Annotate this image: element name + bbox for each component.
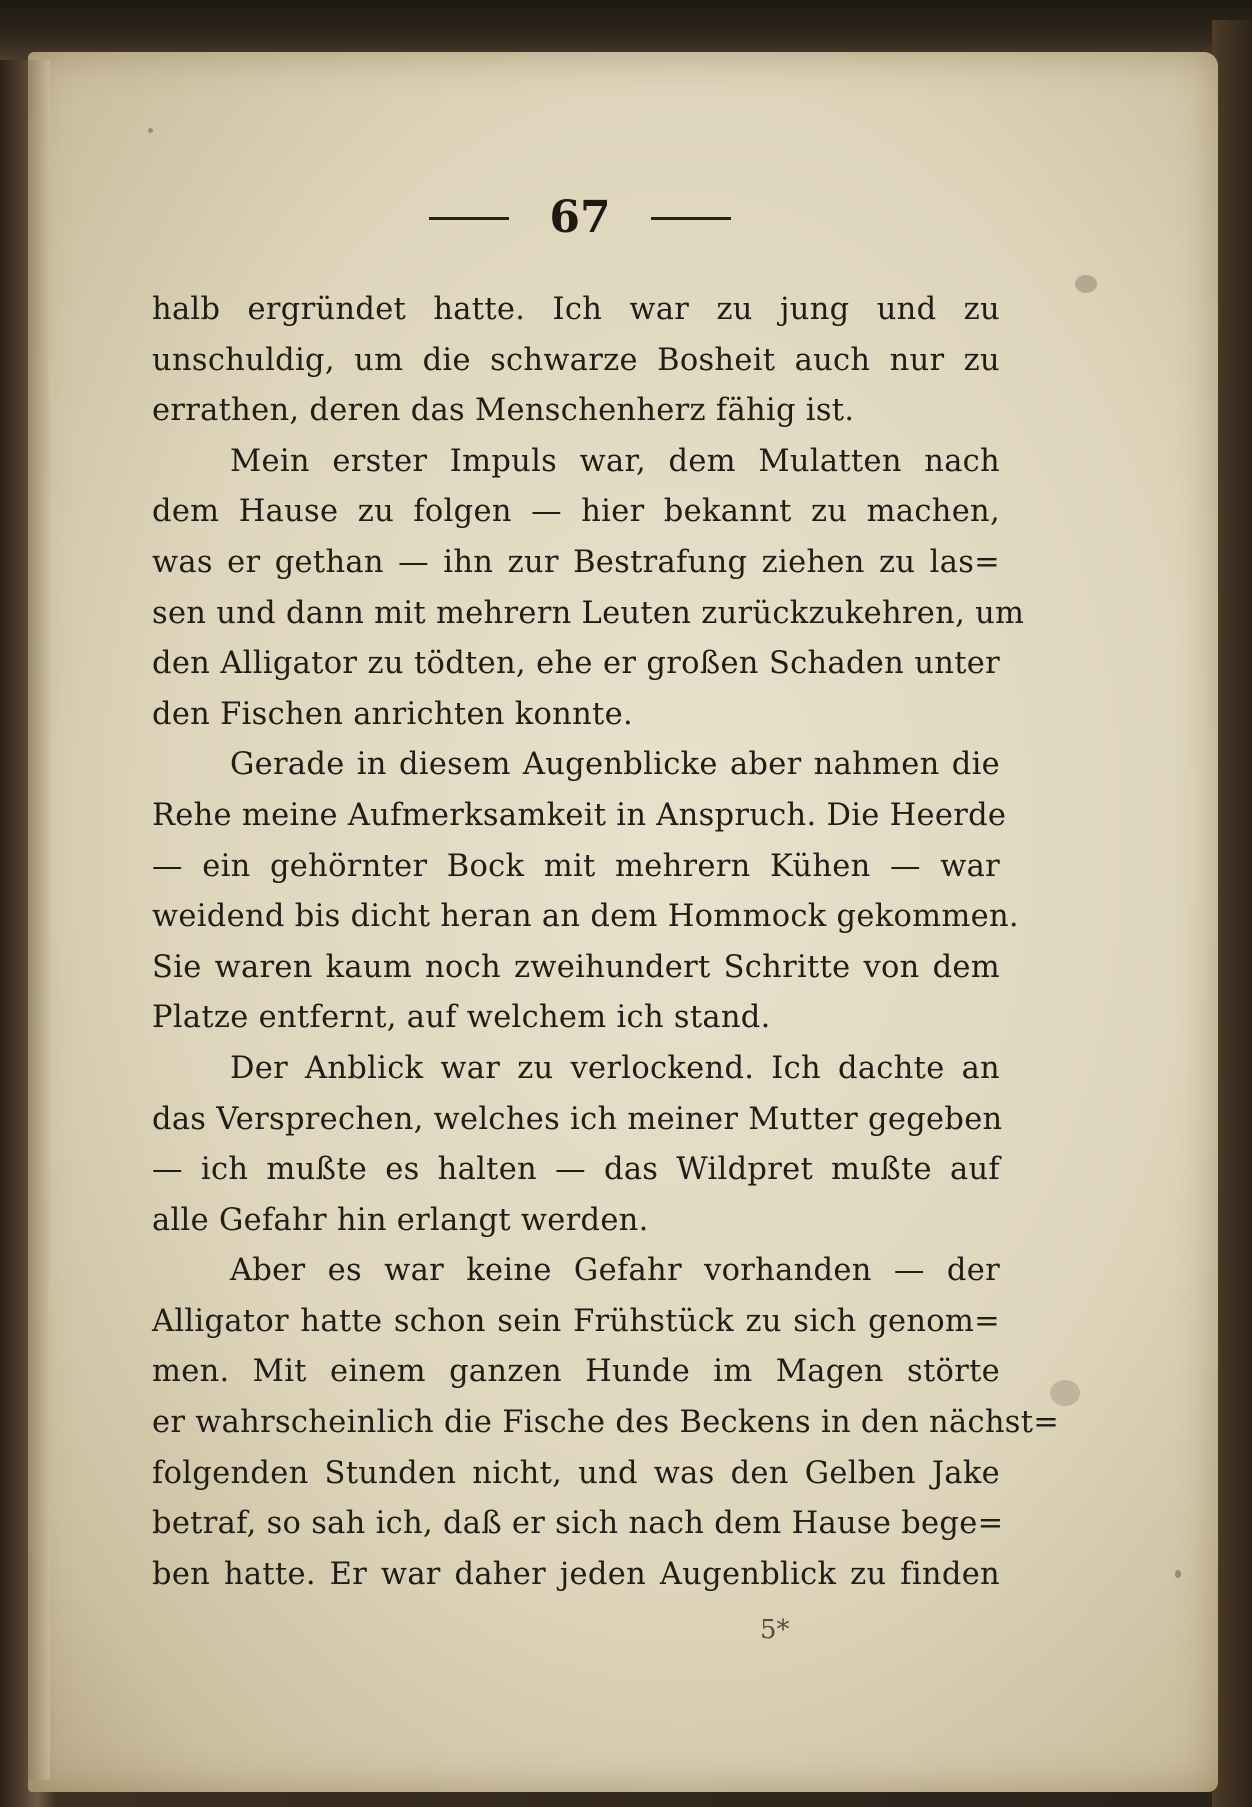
- page-number: 67: [549, 192, 611, 243]
- text-line: errathen, deren das Menschenherz fähig ist.: [152, 393, 855, 429]
- text-line: sen und dann mit mehrern Leuten zurückzukehren, um: [152, 595, 1025, 631]
- text-line: den Alligator zu tödten, ehe er großen Schaden unter: [152, 646, 1000, 682]
- header-rule-left: [429, 217, 509, 220]
- text-line: — ein gehörnter Bock mit mehrern Kühen — war: [152, 848, 1000, 884]
- text-line: Rehe meine Aufmerksamkeit in Anspruch. Die Heerde: [152, 797, 1007, 833]
- text-line: Platze entfernt, auf welchem ich stand.: [152, 1000, 771, 1036]
- text-line: Aber es war keine Gefahr vorhanden — der: [230, 1253, 1000, 1289]
- text-line: betraf, so sah ich, daß er sich nach dem Hause bege=: [152, 1506, 1004, 1542]
- text-line: unschuldig, um die schwarze Bosheit auch nur zu: [152, 342, 1000, 378]
- text-line: er wahrscheinlich die Fische des Beckens in den nächst=: [152, 1405, 1060, 1441]
- text-line: weidend bis dicht heran an dem Hommock gekommen.: [152, 899, 1019, 935]
- header-rule-right: [651, 217, 731, 220]
- text-line: halb ergründet hatte. Ich war zu jung und zu: [152, 292, 1000, 327]
- text-line: alle Gefahr hin erlangt werden.: [152, 1202, 649, 1238]
- text-line: folgenden Stunden nicht, und was den Gelben Jake: [152, 1455, 1000, 1491]
- text-line: Mein erster Impuls war, dem Mulatten nach: [230, 443, 1000, 479]
- paper-stain: [1050, 1380, 1080, 1406]
- body-text: [152, 285, 1060, 1600]
- text-line: Gerade in diesem Augenblicke aber nahmen die: [230, 747, 1000, 783]
- text-line: was er gethan — ihn zur Bestrafung ziehen zu las=: [152, 544, 1000, 580]
- text-line: Alligator hatte schon sein Frühstück zu sich genom=: [152, 1303, 1000, 1339]
- text-line: dem Hause zu folgen — hier bekannt zu machen,: [152, 494, 1000, 530]
- signature-mark: 5*: [760, 1615, 790, 1645]
- book-cover-right-edge: [1212, 20, 1252, 1807]
- page-header: [410, 188, 750, 248]
- ink-speck: [148, 128, 153, 133]
- paper-stain: [1075, 275, 1097, 293]
- text-line: Der Anblick war zu verlockend. Ich dachte an: [230, 1050, 1000, 1086]
- text-line: den Fischen anrichten konnte.: [152, 696, 633, 732]
- text-line: Sie waren kaum noch zweihundert Schritte von dem: [152, 949, 1000, 985]
- page-gutter-shadow: [28, 60, 50, 1780]
- text-line: das Versprechen, welches ich meiner Mutter gegeben: [152, 1101, 1003, 1137]
- text-line: — ich mußte es halten — das Wildpret mußte auf: [152, 1152, 1000, 1188]
- book-cover-top-edge: [0, 0, 1252, 60]
- text-line: ben hatte. Er war daher jeden Augenblick zu finden: [152, 1556, 1000, 1592]
- ink-speck: [1175, 1570, 1181, 1578]
- text-line: men. Mit einem ganzen Hunde im Magen störte: [152, 1354, 1000, 1390]
